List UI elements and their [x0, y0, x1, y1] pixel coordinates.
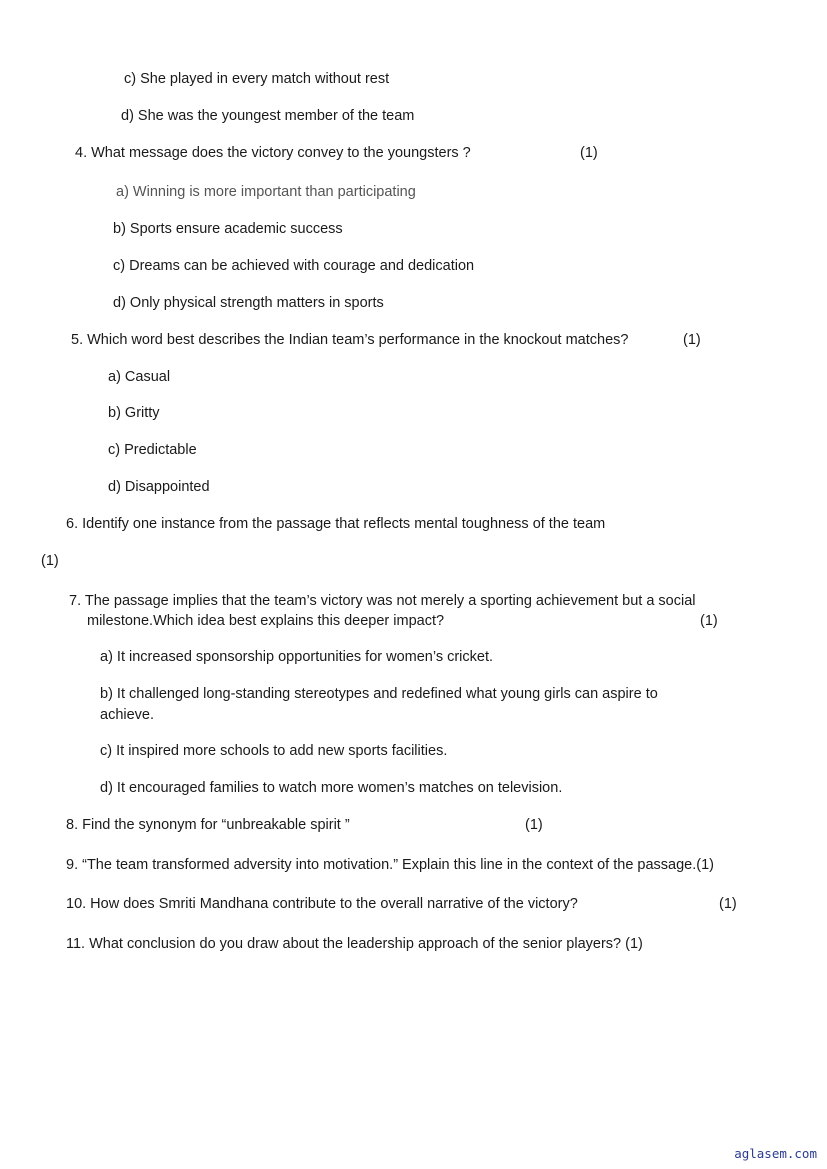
question-5: 5. Which word best describes the Indian team’s performance in the knockout matches?	[71, 332, 629, 348]
q4-option-d: d) Only physical strength matters in sports	[113, 295, 384, 311]
question-4: 4. What message does the victory convey to the youngsters ?	[75, 145, 471, 161]
question-5-marks: (1)	[683, 332, 701, 348]
watermark[interactable]: aglasem.com	[734, 1146, 817, 1161]
q5-option-a: a) Casual	[108, 369, 171, 385]
q3-option-d: d) She was the youngest member of the team	[121, 108, 415, 124]
q4-option-c: c) Dreams can be achieved with courage and dedication	[113, 258, 475, 274]
question-6-marks: (1)	[41, 553, 59, 569]
question-8: 8. Find the synonym for “unbreakable spirit ”	[66, 817, 350, 833]
q5-option-b: b) Gritty	[108, 405, 160, 421]
question-8-marks: (1)	[525, 817, 543, 833]
q4-option-a: a) Winning is more important than participating	[116, 184, 416, 200]
q7-option-d: d) It encouraged families to watch more women’s matches on television.	[100, 780, 563, 796]
q3-option-c: c) She played in every match without rest	[124, 71, 390, 87]
q5-option-d: d) Disappointed	[108, 479, 210, 495]
question-10: 10. How does Smriti Mandhana contribute to the overall narrative of the victory?	[66, 896, 578, 912]
question-7-line-1: 7. The passage implies that the team’s victory was not merely a sporting achievement but a social	[69, 593, 696, 609]
q7-option-a: a) It increased sponsorship opportunities for women’s cricket.	[100, 649, 494, 665]
question-9: 9. “The team transformed adversity into motivation.” Explain this line in the context of the passage.(1)	[66, 857, 714, 873]
question-10-marks: (1)	[719, 896, 737, 912]
q5-option-c: c) Predictable	[108, 442, 197, 458]
q7-option-c: c) It inspired more schools to add new sports facilities.	[100, 743, 448, 759]
question-4-marks: (1)	[580, 145, 598, 161]
question-6: 6. Identify one instance from the passage that reflects mental toughness of the team	[66, 516, 606, 532]
question-11: 11. What conclusion do you draw about the leadership approach of the senior players? (1)	[66, 936, 643, 952]
question-7-marks: (1)	[700, 613, 718, 629]
question-7-line-2: milestone.Which idea best explains this deeper impact?	[87, 613, 445, 629]
q4-option-b: b) Sports ensure academic success	[113, 221, 343, 237]
q7-option-b-line-1: b) It challenged long-standing stereotypes and redefined what young girls can aspire to	[100, 686, 658, 702]
q7-option-b-line-2: achieve.	[100, 707, 155, 723]
